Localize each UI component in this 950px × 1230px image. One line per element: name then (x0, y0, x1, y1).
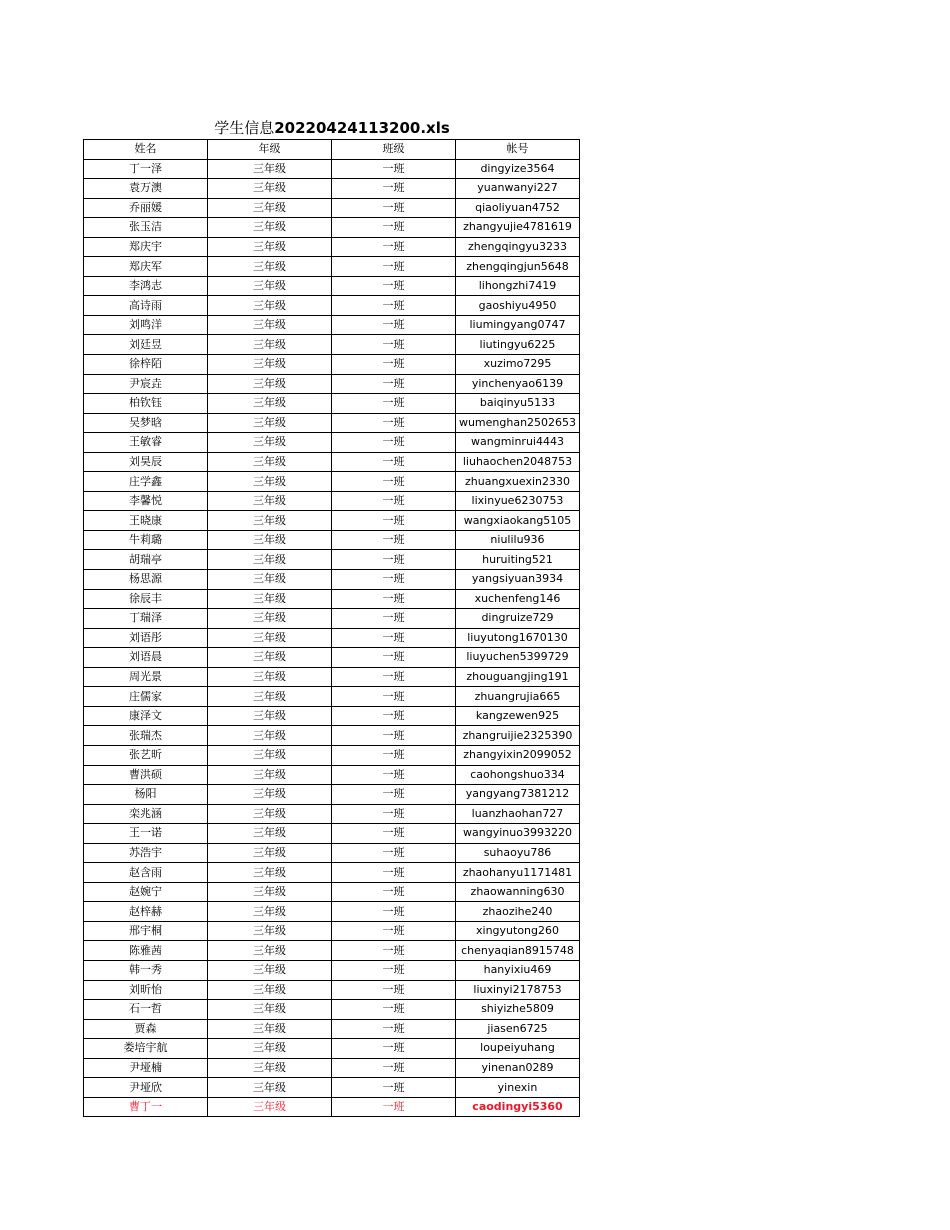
cell-class: 一班 (332, 863, 456, 883)
cell-name: 王敏睿 (84, 433, 208, 453)
cell-grade: 三年级 (208, 472, 332, 492)
cell-account: gaoshiyu4950 (456, 296, 580, 316)
cell-name: 李鸿志 (84, 276, 208, 296)
cell-grade: 三年级 (208, 1097, 332, 1117)
cell-class: 一班 (332, 706, 456, 726)
cell-account: liumingyang0747 (456, 315, 580, 335)
table-row (84, 921, 580, 941)
table-row (84, 1058, 580, 1078)
cell-account: niulilu936 (456, 530, 580, 550)
cell-account: liutingyu6225 (456, 335, 580, 355)
cell-class: 一班 (332, 824, 456, 844)
cell-grade: 三年级 (208, 804, 332, 824)
table-row (84, 237, 580, 257)
cell-class: 一班 (332, 628, 456, 648)
cell-grade: 三年级 (208, 960, 332, 980)
cell-class: 一班 (332, 843, 456, 863)
cell-class: 一班 (332, 980, 456, 1000)
cell-account: yangyang7381212 (456, 785, 580, 805)
cell-account: lixinyue6230753 (456, 491, 580, 511)
cell-class: 一班 (332, 765, 456, 785)
table-row (84, 198, 580, 218)
table-row (84, 706, 580, 726)
cell-name: 栾兆涵 (84, 804, 208, 824)
cell-class: 一班 (332, 1039, 456, 1059)
cell-name: 娄培宇航 (84, 1039, 208, 1059)
cell-name: 曹洪硕 (84, 765, 208, 785)
cell-grade: 三年级 (208, 315, 332, 335)
cell-grade: 三年级 (208, 765, 332, 785)
cell-account: liuyuchen5399729 (456, 648, 580, 668)
cell-grade: 三年级 (208, 218, 332, 238)
cell-account: xingyutong260 (456, 921, 580, 941)
cell-grade: 三年级 (208, 159, 332, 179)
table-row (84, 179, 580, 199)
cell-name: 张艺昕 (84, 745, 208, 765)
cell-class: 一班 (332, 960, 456, 980)
cell-grade: 三年级 (208, 785, 332, 805)
cell-name: 郑庆军 (84, 257, 208, 277)
table-row (84, 550, 580, 570)
cell-class: 一班 (332, 745, 456, 765)
cell-account: jiasen6725 (456, 1019, 580, 1039)
header-name: 姓名 (84, 140, 208, 160)
cell-name: 曹丁一 (84, 1097, 208, 1117)
cell-grade: 三年级 (208, 824, 332, 844)
cell-grade: 三年级 (208, 257, 332, 277)
cell-name: 庄学鑫 (84, 472, 208, 492)
table-row (84, 609, 580, 629)
cell-name: 石一哲 (84, 1000, 208, 1020)
table-row (84, 882, 580, 902)
cell-grade: 三年级 (208, 863, 332, 883)
cell-name: 刘昕怡 (84, 980, 208, 1000)
cell-name: 赵梓赫 (84, 902, 208, 922)
cell-name: 柏钦钰 (84, 394, 208, 414)
cell-name: 刘鸣洋 (84, 315, 208, 335)
table-row (84, 1039, 580, 1059)
table-row (84, 960, 580, 980)
cell-account: zhangyixin2099052 (456, 745, 580, 765)
cell-name: 吴梦晗 (84, 413, 208, 433)
cell-class: 一班 (332, 374, 456, 394)
cell-name: 赵含雨 (84, 863, 208, 883)
cell-class: 一班 (332, 296, 456, 316)
cell-class: 一班 (332, 179, 456, 199)
cell-class: 一班 (332, 648, 456, 668)
cell-name: 丁瑞泽 (84, 609, 208, 629)
cell-name: 王晓康 (84, 511, 208, 531)
cell-grade: 三年级 (208, 1000, 332, 1020)
cell-account: zhaohanyu1171481 (456, 863, 580, 883)
cell-grade: 三年级 (208, 550, 332, 570)
table-row (84, 472, 580, 492)
cell-grade: 三年级 (208, 648, 332, 668)
cell-class: 一班 (332, 198, 456, 218)
cell-class: 一班 (332, 882, 456, 902)
cell-class: 一班 (332, 667, 456, 687)
cell-name: 徐梓陌 (84, 355, 208, 375)
cell-name: 刘语彤 (84, 628, 208, 648)
table-row (84, 296, 580, 316)
cell-account: liuhaochen2048753 (456, 452, 580, 472)
cell-account: liuyutong1670130 (456, 628, 580, 648)
cell-name: 尹宸垚 (84, 374, 208, 394)
table-row (84, 218, 580, 238)
table-row (84, 628, 580, 648)
table-row (84, 765, 580, 785)
cell-account: liuxinyi2178753 (456, 980, 580, 1000)
cell-grade: 三年级 (208, 1019, 332, 1039)
cell-account: lihongzhi7419 (456, 276, 580, 296)
table-row (84, 941, 580, 961)
cell-account: yinexin (456, 1078, 580, 1098)
title-prefix: 学生信息 (214, 119, 275, 137)
cell-name: 赵婉宁 (84, 882, 208, 902)
cell-class: 一班 (332, 452, 456, 472)
cell-class: 一班 (332, 335, 456, 355)
cell-account: dingyize3564 (456, 159, 580, 179)
cell-class: 一班 (332, 609, 456, 629)
cell-grade: 三年级 (208, 589, 332, 609)
cell-account: xuchenfeng146 (456, 589, 580, 609)
cell-grade: 三年级 (208, 355, 332, 375)
table-row (84, 785, 580, 805)
cell-name: 乔丽媛 (84, 198, 208, 218)
table-row (84, 257, 580, 277)
cell-account: yangsiyuan3934 (456, 570, 580, 590)
cell-grade: 三年级 (208, 1039, 332, 1059)
cell-grade: 三年级 (208, 374, 332, 394)
cell-name: 牛莉璐 (84, 530, 208, 550)
cell-name: 尹垭楠 (84, 1058, 208, 1078)
table-row (84, 315, 580, 335)
table-row (84, 511, 580, 531)
cell-name: 徐辰丰 (84, 589, 208, 609)
cell-account: shiyizhe5809 (456, 1000, 580, 1020)
header-account: 帐号 (456, 140, 580, 160)
table-row (84, 843, 580, 863)
cell-grade: 三年级 (208, 179, 332, 199)
cell-class: 一班 (332, 159, 456, 179)
table-row-highlighted (84, 1097, 580, 1117)
table-row (84, 863, 580, 883)
cell-name: 高诗雨 (84, 296, 208, 316)
table-row (84, 824, 580, 844)
table-row (84, 413, 580, 433)
cell-name: 张瑞杰 (84, 726, 208, 746)
cell-account: chenyaqian8915748 (456, 941, 580, 961)
cell-class: 一班 (332, 785, 456, 805)
cell-account: zhangruijie2325390 (456, 726, 580, 746)
cell-grade: 三年级 (208, 726, 332, 746)
cell-class: 一班 (332, 1097, 456, 1117)
table-row (84, 1000, 580, 1020)
cell-name: 尹垭欣 (84, 1078, 208, 1098)
cell-class: 一班 (332, 413, 456, 433)
cell-account: dingruize729 (456, 609, 580, 629)
table-row (84, 374, 580, 394)
cell-class: 一班 (332, 687, 456, 707)
table-row (84, 589, 580, 609)
cell-grade: 三年级 (208, 902, 332, 922)
cell-name: 刘廷昱 (84, 335, 208, 355)
cell-name: 刘昊辰 (84, 452, 208, 472)
cell-account: luanzhaohan727 (456, 804, 580, 824)
cell-grade: 三年级 (208, 394, 332, 414)
cell-name: 邢宇桐 (84, 921, 208, 941)
table-row (84, 530, 580, 550)
cell-name: 袁万澳 (84, 179, 208, 199)
cell-grade: 三年级 (208, 921, 332, 941)
cell-class: 一班 (332, 804, 456, 824)
header-grade: 年级 (208, 140, 332, 160)
table-row (84, 687, 580, 707)
cell-class: 一班 (332, 1019, 456, 1039)
table-row (84, 648, 580, 668)
table-row (84, 335, 580, 355)
cell-name: 张玉洁 (84, 218, 208, 238)
cell-class: 一班 (332, 511, 456, 531)
cell-grade: 三年级 (208, 706, 332, 726)
cell-name: 苏浩宇 (84, 843, 208, 863)
cell-class: 一班 (332, 276, 456, 296)
cell-account: zhouguangjing191 (456, 667, 580, 687)
cell-account: hanyixiu469 (456, 960, 580, 980)
cell-grade: 三年级 (208, 745, 332, 765)
cell-name: 王一诺 (84, 824, 208, 844)
cell-account: caodingyi5360 (456, 1097, 580, 1117)
table-row (84, 980, 580, 1000)
table-row (84, 667, 580, 687)
cell-class: 一班 (332, 570, 456, 590)
table-row (84, 355, 580, 375)
table-row (84, 452, 580, 472)
cell-grade: 三年级 (208, 980, 332, 1000)
cell-class: 一班 (332, 257, 456, 277)
table-row (84, 804, 580, 824)
cell-account: zhuangrujia665 (456, 687, 580, 707)
cell-name: 贾森 (84, 1019, 208, 1039)
cell-account: zhengqingjun5648 (456, 257, 580, 277)
cell-account: wangyinuo3993220 (456, 824, 580, 844)
cell-name: 杨阳 (84, 785, 208, 805)
cell-class: 一班 (332, 433, 456, 453)
cell-account: suhaoyu786 (456, 843, 580, 863)
cell-class: 一班 (332, 726, 456, 746)
cell-class: 一班 (332, 1000, 456, 1020)
cell-account: qiaoliyuan4752 (456, 198, 580, 218)
cell-account: kangzewen925 (456, 706, 580, 726)
cell-name: 韩一秀 (84, 960, 208, 980)
cell-account: zhengqingyu3233 (456, 237, 580, 257)
table-row (84, 433, 580, 453)
cell-grade: 三年级 (208, 296, 332, 316)
cell-name: 郑庆宇 (84, 237, 208, 257)
cell-class: 一班 (332, 530, 456, 550)
cell-class: 一班 (332, 902, 456, 922)
cell-account: zhangyujie4781619 (456, 218, 580, 238)
cell-account: loupeiyuhang (456, 1039, 580, 1059)
cell-name: 杨思源 (84, 570, 208, 590)
cell-name: 刘语晨 (84, 648, 208, 668)
cell-account: wumenghan2502653 (456, 413, 580, 433)
table-row (84, 1078, 580, 1098)
cell-class: 一班 (332, 941, 456, 961)
cell-account: wangminrui4443 (456, 433, 580, 453)
table-row (84, 394, 580, 414)
cell-grade: 三年级 (208, 628, 332, 648)
cell-class: 一班 (332, 315, 456, 335)
cell-account: wangxiaokang5105 (456, 511, 580, 531)
cell-account: zhuangxuexin2330 (456, 472, 580, 492)
cell-name: 庄儒家 (84, 687, 208, 707)
cell-grade: 三年级 (208, 276, 332, 296)
cell-name: 丁一泽 (84, 159, 208, 179)
cell-account: xuzimo7295 (456, 355, 580, 375)
cell-grade: 三年级 (208, 530, 332, 550)
cell-class: 一班 (332, 355, 456, 375)
cell-grade: 三年级 (208, 237, 332, 257)
table-row (84, 570, 580, 590)
cell-account: huruiting521 (456, 550, 580, 570)
table-row (84, 159, 580, 179)
cell-class: 一班 (332, 491, 456, 511)
cell-grade: 三年级 (208, 1058, 332, 1078)
cell-name: 周光景 (84, 667, 208, 687)
table-row (84, 1019, 580, 1039)
cell-grade: 三年级 (208, 667, 332, 687)
cell-account: yinchenyao6139 (456, 374, 580, 394)
cell-class: 一班 (332, 394, 456, 414)
cell-grade: 三年级 (208, 941, 332, 961)
cell-account: baiqinyu5133 (456, 394, 580, 414)
sheet-title (84, 118, 580, 138)
cell-account: yuanwanyi227 (456, 179, 580, 199)
cell-grade: 三年级 (208, 511, 332, 531)
cell-grade: 三年级 (208, 687, 332, 707)
cell-grade: 三年级 (208, 335, 332, 355)
cell-grade: 三年级 (208, 882, 332, 902)
cell-grade: 三年级 (208, 452, 332, 472)
cell-account: caohongshuo334 (456, 765, 580, 785)
table-body (84, 159, 580, 1117)
table-row (84, 276, 580, 296)
cell-class: 一班 (332, 472, 456, 492)
header-row (84, 140, 580, 160)
cell-grade: 三年级 (208, 198, 332, 218)
cell-class: 一班 (332, 589, 456, 609)
student-table (83, 139, 580, 1117)
cell-grade: 三年级 (208, 491, 332, 511)
table-row (84, 902, 580, 922)
table-row (84, 745, 580, 765)
cell-grade: 三年级 (208, 1078, 332, 1098)
cell-class: 一班 (332, 550, 456, 570)
cell-grade: 三年级 (208, 570, 332, 590)
title-filename: 20220424113200.xls (274, 119, 450, 137)
cell-name: 胡瑞亭 (84, 550, 208, 570)
cell-grade: 三年级 (208, 413, 332, 433)
cell-grade: 三年级 (208, 609, 332, 629)
cell-name: 李馨悦 (84, 491, 208, 511)
cell-account: yinenan0289 (456, 1058, 580, 1078)
cell-account: zhaozihe240 (456, 902, 580, 922)
cell-grade: 三年级 (208, 433, 332, 453)
cell-class: 一班 (332, 237, 456, 257)
cell-class: 一班 (332, 921, 456, 941)
header-class: 班级 (332, 140, 456, 160)
table-row (84, 491, 580, 511)
cell-class: 一班 (332, 1078, 456, 1098)
cell-account: zhaowanning630 (456, 882, 580, 902)
table-row (84, 726, 580, 746)
cell-grade: 三年级 (208, 843, 332, 863)
cell-name: 康泽文 (84, 706, 208, 726)
cell-name: 陈雅茜 (84, 941, 208, 961)
cell-class: 一班 (332, 218, 456, 238)
cell-class: 一班 (332, 1058, 456, 1078)
